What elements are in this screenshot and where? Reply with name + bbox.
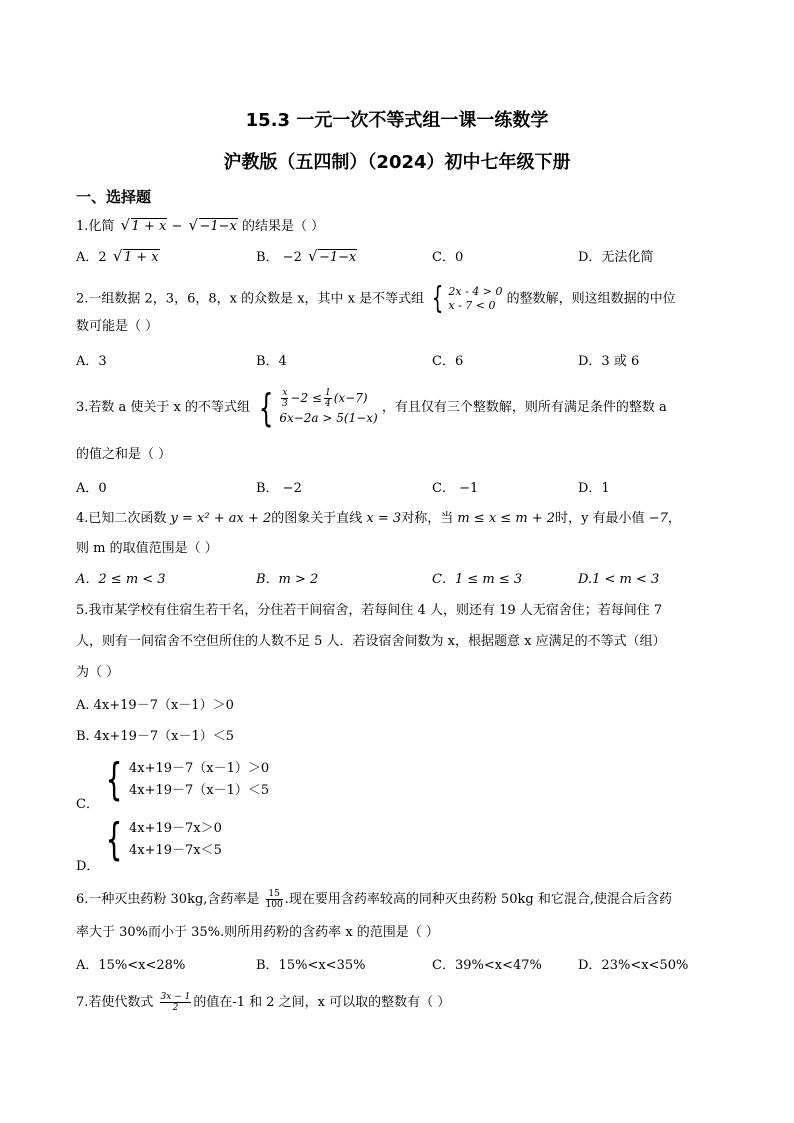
q4-option-a: A．2 ≤ m < 3: [76, 572, 166, 587]
question-4-line-2: 则 m 的取值范围是（ ）: [76, 541, 218, 556]
q1-option-c: C．0: [432, 250, 464, 265]
q5-option-c: C．: [76, 797, 99, 812]
document-title: 15.3 一元一次不等式组一课一练数学: [245, 110, 549, 131]
sqrt-expression: √ 1 + x: [121, 218, 168, 236]
q5-option-b: B. 4x+19－7（x－1）＜5: [76, 729, 234, 744]
document-subtitle: 沪教版（五四制）（2024）初中七年级下册: [223, 152, 571, 173]
q5-option-d-system: { 4x+19－7x＞0 4x+19－7x＜5: [105, 814, 222, 865]
q3-option-d: D．1: [578, 481, 610, 496]
q4-option-b: B．m > 2: [256, 572, 319, 587]
q2-option-a: A．3: [76, 354, 107, 369]
question-3-line-2: 的值之和是（ ）: [76, 447, 172, 462]
question-2: 2.一组数据 2，3，6，8，x 的众数是 x，其中 x 是不等式组 { 2x - 4 > 0 x - 7 < 0 的整数解，则这组数据的中位: [76, 281, 676, 316]
section-heading: 一、选择题: [76, 188, 152, 206]
q6-option-a: A．15%<x<28%: [76, 958, 186, 973]
q1-option-d: D．无法化简: [578, 250, 654, 265]
question-7: 7.若使代数式 $\frac{3x - 1}{2}$ 的值在-1 和 2 之间，x 可以取的整数有（ ）: [76, 992, 451, 1013]
q2-option-d: D．3 或 6: [578, 354, 640, 369]
q1-option-a: A．2 √ 1 + x: [76, 249, 160, 267]
q3-option-a: A．0: [76, 481, 107, 496]
q4-option-d: D.1 < m < 3: [578, 572, 660, 587]
q6-option-d: D．23%<x<50%: [578, 958, 689, 973]
q2-option-b: B．4: [256, 354, 287, 369]
question-5-line-3: 为（ ）: [76, 665, 120, 680]
question-6-line-2: 率大于 30%而小于 35%.则所用药粉的含药率 x 的范围是（ ）: [76, 925, 439, 940]
sqrt-expression: √ −1−x: [189, 218, 238, 236]
q3-option-c: C． −1: [432, 481, 479, 496]
inequality-system: { 2x - 4 > 0 x - 7 < 0: [432, 281, 503, 316]
q3-option-b: B． −2: [256, 481, 302, 496]
question-4: 4.已知二次函数 y = x² + ax + 2的图象关于直线 x = 3对称，当 m ≤ x ≤ m + 2时，y 有最小值 −7，: [76, 511, 681, 526]
inequality-system: { $\frac{x}{3}$ −2 ≤ $\frac{1}{4}$ (x−7) 6x−2a > 5(1−x): [258, 385, 378, 430]
question-6: 6.一种灭虫药粉 30kg,含药率是 $\frac{15}{100}$ .现在要用含药率较高的同种灭虫药粉 50kg 和它混合,使混合后含药: [76, 889, 673, 910]
question-1: 1.化简 √ 1 + x − √ −1−x 的结果是（ ）: [76, 218, 324, 236]
q4-option-c: C．1 ≤ m ≤ 3: [432, 572, 523, 587]
q1-option-b: B． −2 √ −1−x: [256, 249, 357, 267]
question-3: 3.若数 a 使关于 x 的不等式组 { $\frac{x}{3}$ −2 ≤ $\frac{1}{4}$ (x−7) 6x−2a > 5(1−x) ，有且仅有三个整数解，则所有满足条件的整数 a: [76, 385, 667, 430]
question-5-line-2: 人，则有一间宿舍不空但所住的人数不足 5 人．若设宿舍间数为 x，根据题意 x 应满足的不等式（组）: [76, 634, 666, 649]
q5-option-d: D．: [76, 859, 100, 874]
question-5: 5.我市某学校有住宿生若干名，分住若干间宿舍，若每间住 4 人，则还有 19 人无宿舍住；若每间住 7: [76, 603, 663, 618]
q5-option-c-system: { 4x+19－7（x－1）＞0 4x+19－7（x－1）＜5: [105, 754, 270, 805]
q6-option-c: C．39%<x<47%: [432, 958, 542, 973]
q2-option-c: C．6: [432, 354, 464, 369]
q5-option-a: A. 4x+19－7（x－1）＞0: [76, 698, 234, 713]
q6-option-b: B．15%<x<35%: [256, 958, 366, 973]
question-2-line-2: 数可能是（ ）: [76, 319, 159, 334]
